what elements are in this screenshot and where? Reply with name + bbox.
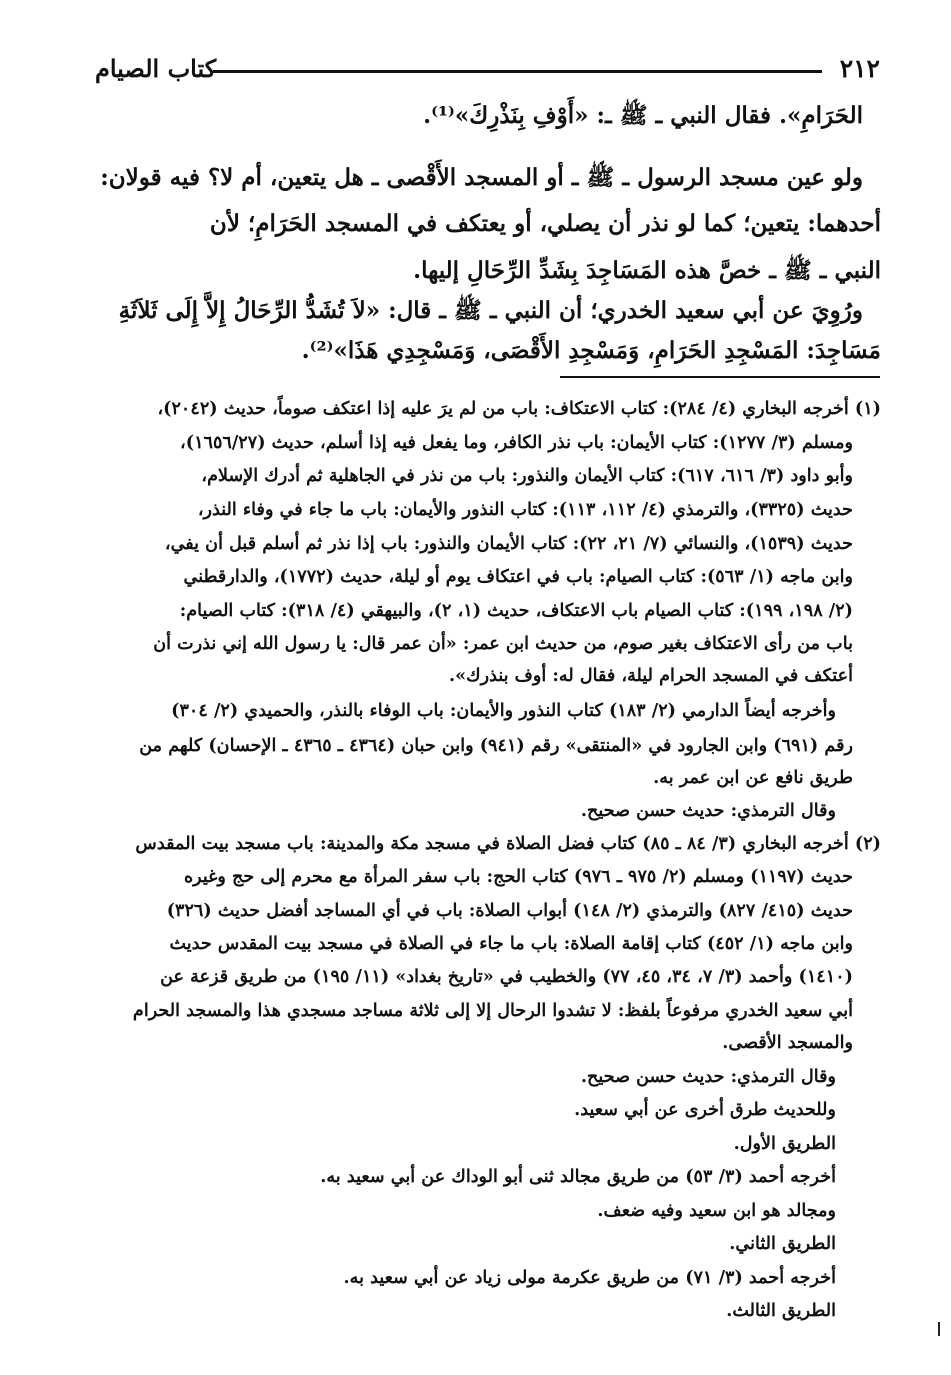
footnote-divider [560, 376, 880, 378]
footnote-line: وقال الترمذي: حديث حسن صحيح. [580, 800, 836, 821]
footnote-line: أخرجه أحمد (٣/ ٧١) من طريق عكرمة مولى زياد عن أبي سعيد به. [343, 1267, 836, 1288]
footnote-line: أبي سعيد الخدري مرفوعاً بلفظ: لا تشدوا الرحال إلا إلى ثلاثة مساجد مسجدي هذا والمسجد الحرام [132, 1000, 853, 1021]
footnote-line: حديث (٤١٥/ ٨٢٧) والترمذي (٢/ ١٤٨) أبواب الصلاة: باب في أي المساجد أفضل حديث (٣٢٦) [166, 900, 853, 921]
footnote-line: رقم (٦٩١) وابن الجارود في «المنتقى» رقم (٩٤١) وابن حبان (٤٣٦٤ ـ ٤٣٦٥ ـ الإحسان) كلهم من [139, 735, 853, 756]
footnote-line: ومسلم (٣/ ١٢٧٧): كتاب الأيمان: باب نذر الكافر، وما يفعل فيه إذا أسلم، حديث (١٦٥٦/٢٧)، [180, 432, 853, 453]
footnote-line: حديث (١٥٣٩)، والنسائي (٧/ ٢١، ٢٢): كتاب الأيمان والنذور: باب إذا نذر ثم أسلم قبل أن يفي، [164, 533, 853, 554]
footnote-line: وأبو داود (٣/ ٦١٦، ٦١٧): كتاب الأيمان والنذور: باب من نذر في الجاهلية ثم أدرك الإسلام، [201, 465, 853, 486]
page-header [95, 52, 880, 88]
footnote-line: وقال الترمذي: حديث حسن صحيح. [580, 1066, 836, 1087]
footnote-line: وأخرجه أيضاً الدارمي (٢/ ١٨٣) كتاب النذور والأيمان: باب الوفاء بالنذر، والحميدي (٢/ ٣٠٤) [171, 700, 836, 721]
footnote-line: (١) أخرجه البخاري (٤/ ٢٨٤): كتاب الاعتكاف: باب من لم يرَ عليه إذا اعتكف صوماً، حديث (٢٠٤٢)، [157, 398, 881, 419]
main-text-line: ولو عين مسجد الرسول ـ ﷺ ـ أو المسجد الأَقْصى ـ هل يتعين، أم لا؟ فيه قولان: [100, 164, 863, 191]
footnote-line: وابن ماجه (١/ ٥٦٣): كتاب الصيام: باب في اعتكاف يوم أو ليلة، حديث (١٧٧٢)، والدارقطني [183, 566, 853, 587]
main-text-line: الحَرَامِ». فقال النبي ـ ﷺ ـ: «أَوْفِ بِنَذْرِكَ»⁽¹⁾. [423, 102, 863, 129]
footnote-line: وابن ماجه (١/ ٤٥٢) كتاب إقامة الصلاة: باب ما جاء في الصلاة في مسجد بيت المقدس حديث [169, 933, 853, 954]
footnote-line: ومجالد هو ابن سعيد وفيه ضعف. [597, 1200, 836, 1221]
header-rule [213, 70, 822, 73]
footnote-line: أعتكف في المسجد الحرام ليلة، فقال له: أوف بنذرك». [448, 665, 853, 686]
page-number: ٢١٢ [839, 54, 880, 83]
book-title: كتاب الصيام [95, 54, 217, 83]
main-text-line: مَسَاجِدَ: المَسْجِدِ الحَرَامِ، وَمَسْجِدِ الأَقْصَى، وَمَسْجِدِي هَذَا»⁽²⁾. [301, 337, 881, 364]
footnote-line: الطريق الأول. [733, 1133, 836, 1154]
footnote-line: الطريق الثاني. [729, 1233, 836, 1254]
footnote-line: طريق نافع عن ابن عمر به. [653, 767, 853, 788]
footnote-line: حديث (٣٣٢٥)، والترمذي (٤/ ١١٢، ١١٣): كتاب النذور والأيمان: باب ما جاء في وفاء النذر، [197, 499, 853, 520]
main-text-line: ورُوِيَ عن أبي سعيد الخدري؛ أن النبي ـ ﷺ ـ قال: «لاَ تُشَدُّ الرِّحَالُ إِلاَّ إِلَى ثَلاَثَةِ [118, 297, 863, 324]
footnote-line: (١٤١٠) وأحمد (٣/ ٧، ٣٤، ٤٥، ٧٧) والخطيب في «تاريخ بغداد» (١١/ ١٩٥) من طريق قزعة عن [160, 966, 853, 987]
footnote-line: والمسجد الأقصى. [722, 1032, 853, 1053]
footnote-line: حديث (١١٩٧) ومسلم (٢/ ٩٧٥ ـ ٩٧٦) كتاب الحج: باب سفر المرأة مع محرم إلى حج وغيره [183, 866, 853, 887]
footnote-line: الطريق الثالث. [726, 1300, 836, 1321]
main-text-line: أحدهما: يتعين؛ كما لو نذر أن يصلي، أو يعتكف في المسجد الحَرَامِ؛ لأن [209, 210, 881, 237]
footnote-line: (٢/ ١٩٨، ١٩٩): كتاب الصيام باب الاعتكاف، حديث (١، ٢)، والبيهقي (٤/ ٣١٨): كتاب الصيام: [179, 600, 853, 621]
footnote-line: باب من رأى الاعتكاف بغير صوم، من حديث ابن عمر: «أن عمر قال: يا رسول الله إني نذرت أن [153, 633, 853, 654]
footnote-line: (٢) أخرجه البخاري (٣/ ٨٤ ـ ٨٥) كتاب فضل الصلاة في مسجد مكة والمدينة: باب مسجد بيت المقدس [135, 833, 881, 854]
footnote-line: أخرجه أحمد (٣/ ٥٣) من طريق مجالد ثنى أبو الوداك عن أبي سعيد به. [320, 1166, 836, 1187]
margin-mark [938, 1322, 940, 1336]
footnote-line: وللحديث طرق أخرى عن أبي سعيد. [574, 1099, 836, 1120]
main-text-line: النبي ـ ﷺ ـ خصَّ هذه المَسَاجِدَ بِشَدِّ الرِّحَالِ إليها. [413, 257, 881, 284]
